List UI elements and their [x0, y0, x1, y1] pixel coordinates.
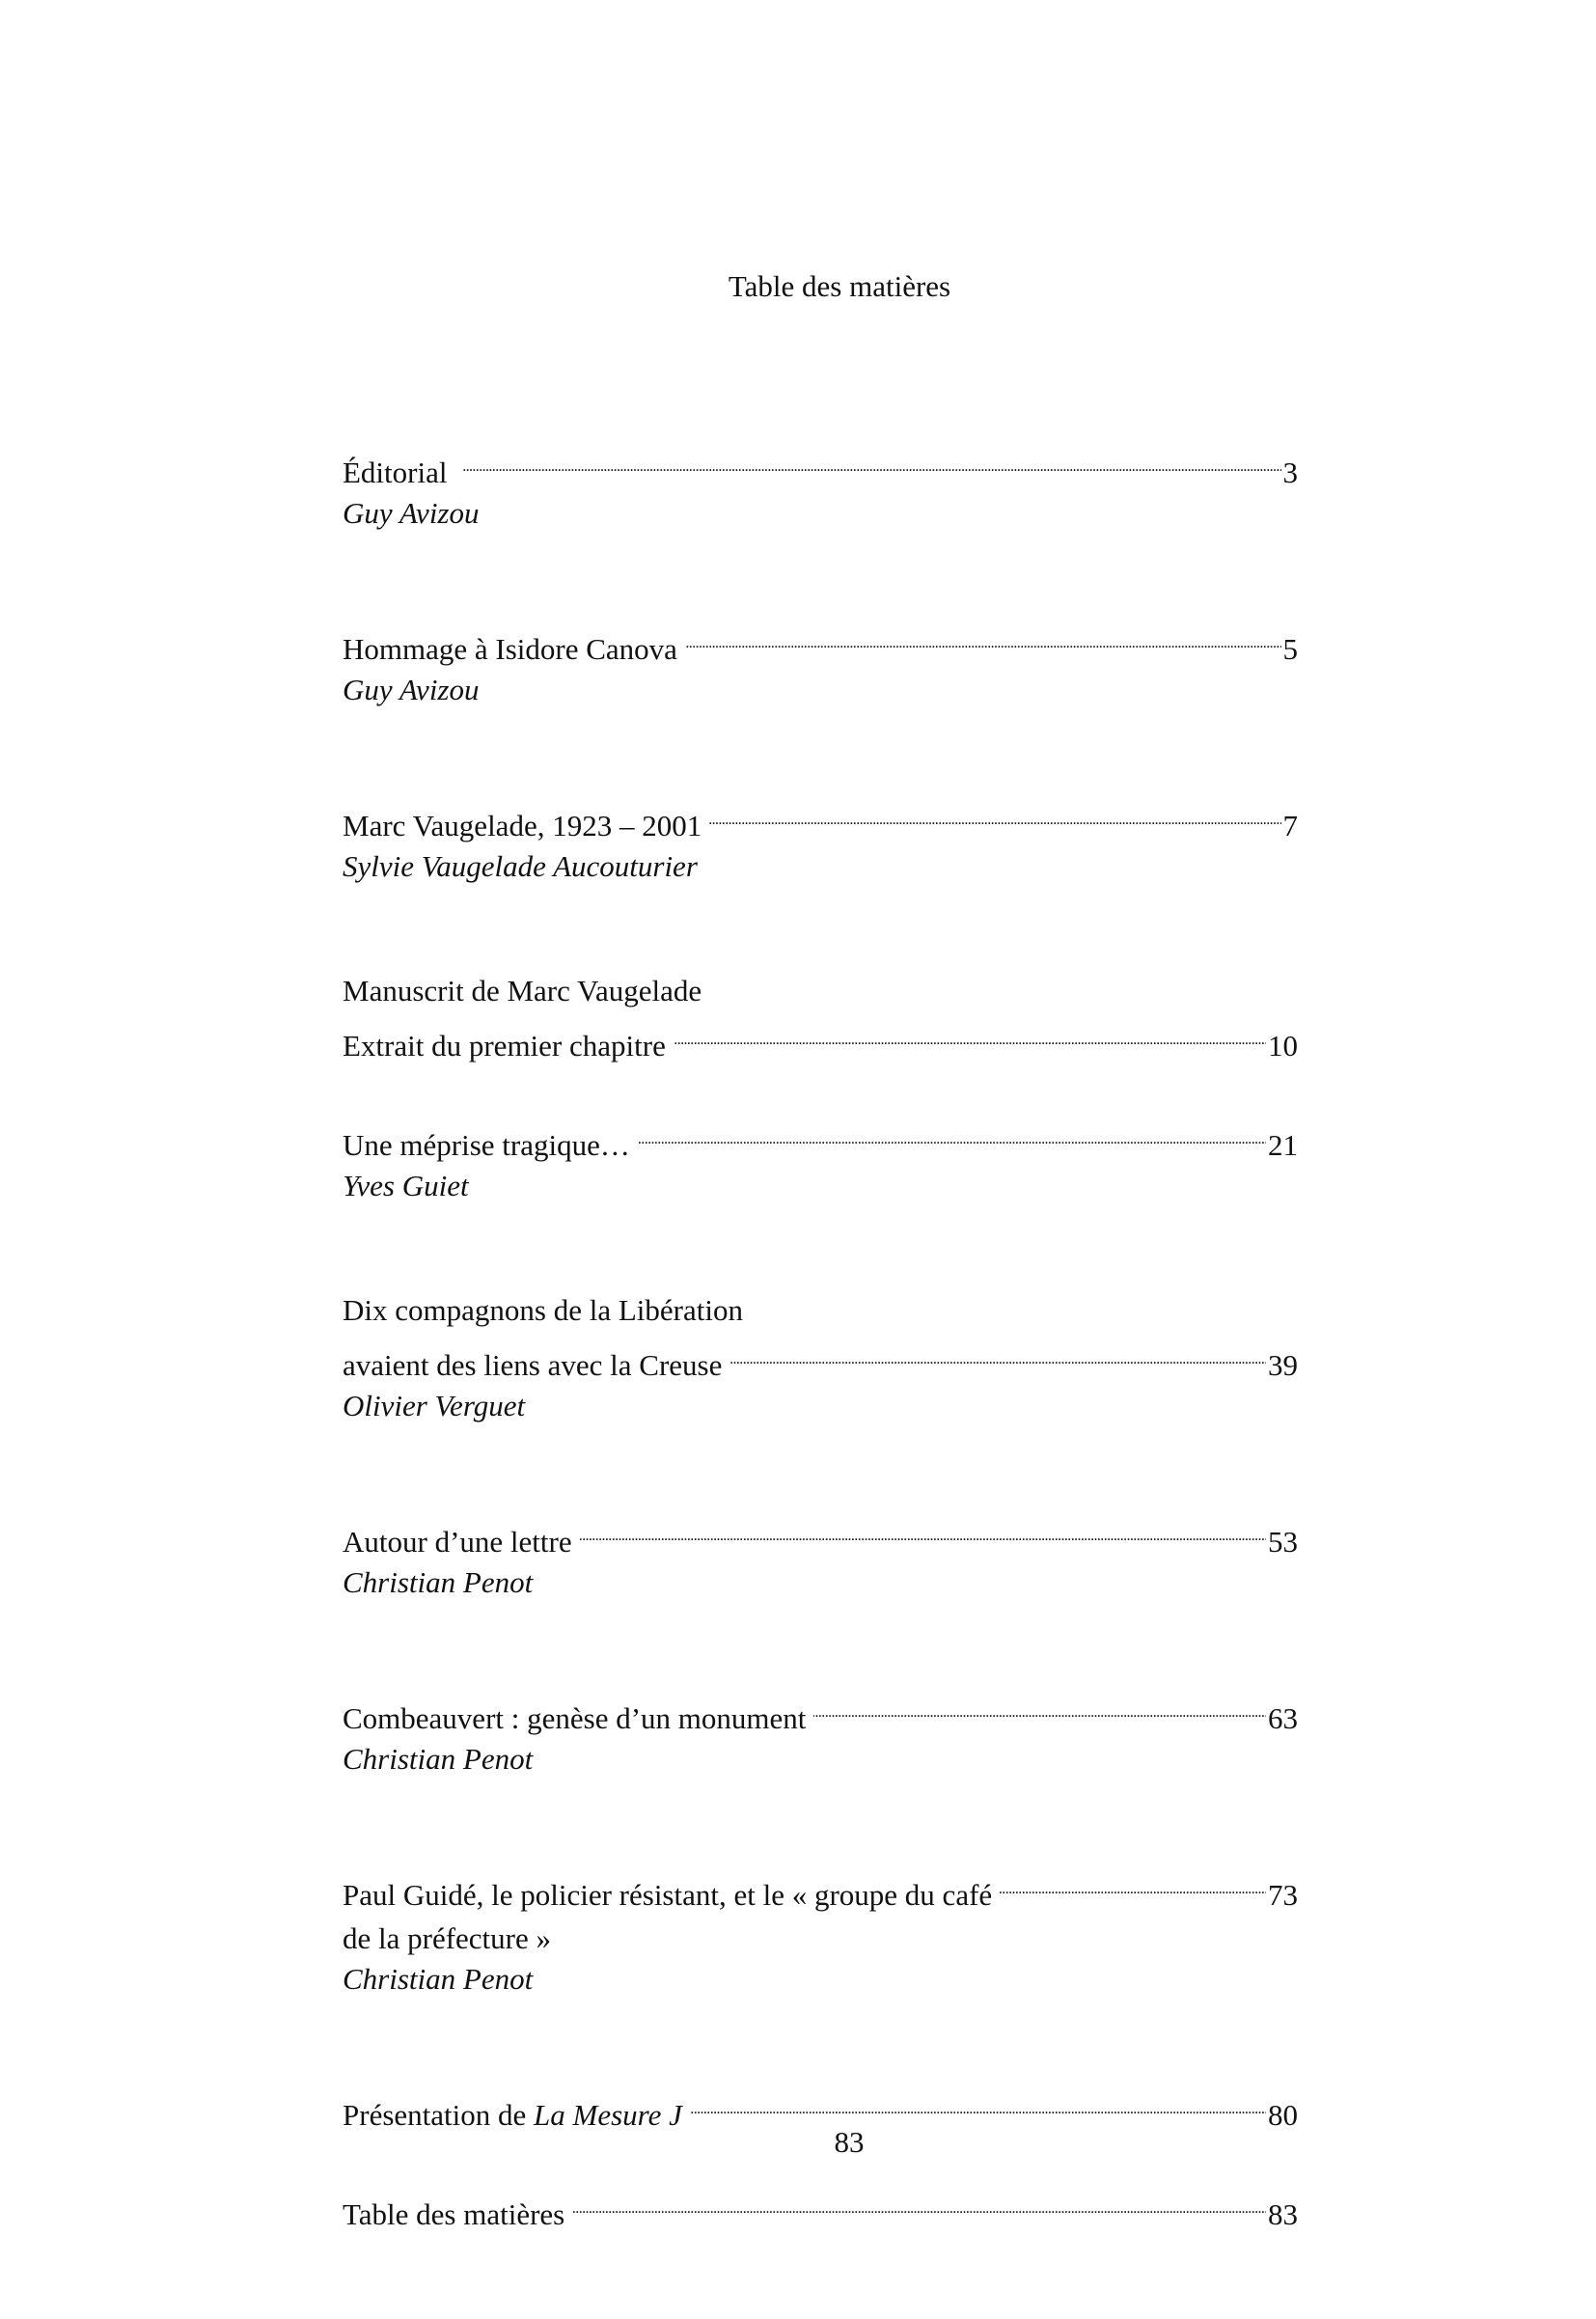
toc-entry-title-continued: avaient des liens avec la Creuse — [343, 1348, 723, 1382]
toc-entry-page: 80 — [1268, 2098, 1298, 2132]
toc-entry-line — [343, 1288, 1298, 1332]
toc-entry-line — [343, 1862, 1298, 1917]
dot-leader — [709, 792, 1280, 836]
toc-entry-title-continued: Extrait du premier chapitre — [343, 1029, 666, 1063]
dot-leader — [580, 1508, 1266, 1552]
toc-entry-line — [343, 1112, 1298, 1167]
toc-entry — [343, 969, 1298, 1067]
toc-entry-author: Olivier Verguet — [343, 1389, 526, 1422]
toc-entry-author: Guy Avizou — [343, 673, 480, 706]
toc-entry-title: Marc Vaugelade, 1923 – 2001 — [343, 809, 702, 842]
toc-entry — [343, 1685, 1298, 1779]
toc-entry-author: Christian Penot — [343, 1962, 534, 1996]
dot-leader — [638, 1112, 1266, 1155]
toc-entry-page: 5 — [1282, 632, 1298, 666]
toc-entry-title: Combeauvert : genèse d’un monument — [343, 1701, 807, 1735]
dot-leader — [813, 1685, 1266, 1728]
page-title: Table des matières — [728, 269, 951, 303]
toc-entry — [343, 792, 1298, 886]
toc-entry-title-continued: de la préfecture » — [343, 1921, 552, 1955]
toc-entry — [343, 2181, 1298, 2236]
toc-entry-author: Christian Penot — [343, 1565, 534, 1599]
toc-entry-line — [343, 969, 1298, 1012]
toc-entry-page: 53 — [1268, 1525, 1298, 1559]
toc-entry-line — [343, 1508, 1298, 1563]
toc-entry-page: 7 — [1282, 809, 1298, 842]
toc-entry — [343, 1862, 1298, 1999]
toc-entry — [343, 1288, 1298, 1425]
toc-entry-title: Une méprise tragique… — [343, 1128, 630, 1162]
toc-entry-title: Dix compagnons de la Libération — [343, 1293, 743, 1327]
toc-entry-title: Manuscrit de Marc Vaugelade — [343, 974, 702, 1008]
toc-entry-page: 39 — [1268, 1348, 1298, 1382]
dot-leader — [454, 439, 1280, 483]
toc-entry-page: 21 — [1268, 1128, 1298, 1162]
toc-entry-line — [343, 792, 1298, 847]
toc-entry — [343, 616, 1298, 709]
page-number: 83 — [834, 2125, 865, 2159]
toc-entry-title: Autour d’une lettre — [343, 1525, 572, 1559]
toc-entry-line — [343, 1917, 1298, 1960]
toc-entry-line — [343, 439, 1298, 494]
toc-entry-page: 83 — [1268, 2197, 1298, 2231]
toc-entry-line — [343, 1332, 1298, 1387]
dot-leader — [690, 2082, 1266, 2125]
dot-leader — [685, 616, 1281, 659]
toc-entry-line — [343, 2181, 1298, 2236]
toc-entry-author: Sylvie Vaugelade Aucouturier — [343, 849, 698, 883]
toc-entry-title: Hommage à Isidore Canova — [343, 632, 677, 666]
toc-entry-author: Christian Penot — [343, 1742, 534, 1776]
toc-entry-title: Table des matières — [343, 2197, 565, 2231]
toc-entry-title: Éditorial — [343, 456, 448, 489]
toc-entry-author: Guy Avizou — [343, 496, 480, 530]
toc-entry-author: Yves Guiet — [343, 1169, 469, 1202]
toc-entry-line — [343, 1685, 1298, 1740]
toc-entry — [343, 1112, 1298, 1205]
toc-entry-line — [343, 616, 1298, 671]
dot-leader — [674, 1012, 1266, 1056]
toc-entry — [343, 439, 1298, 533]
toc-entry-page: 63 — [1268, 1701, 1298, 1735]
toc-entry-page: 3 — [1282, 456, 1298, 489]
dot-leader — [1000, 1862, 1266, 1905]
toc-entry-title-prefix: Présentation de — [343, 2098, 535, 2132]
toc-entry-line — [343, 1012, 1298, 1067]
toc-entry-page: 10 — [1268, 1029, 1298, 1063]
table-of-contents — [343, 439, 1298, 2319]
toc-entry-page: 73 — [1268, 1878, 1298, 1912]
dot-leader — [572, 2181, 1266, 2224]
toc-entry — [343, 1508, 1298, 1602]
dot-leader — [729, 1332, 1266, 1375]
toc-entry-title-italic: La Mesure J — [534, 2098, 682, 2132]
toc-entry-title: Paul Guidé, le policier résistant, et le « groupe du café — [343, 1878, 993, 1912]
